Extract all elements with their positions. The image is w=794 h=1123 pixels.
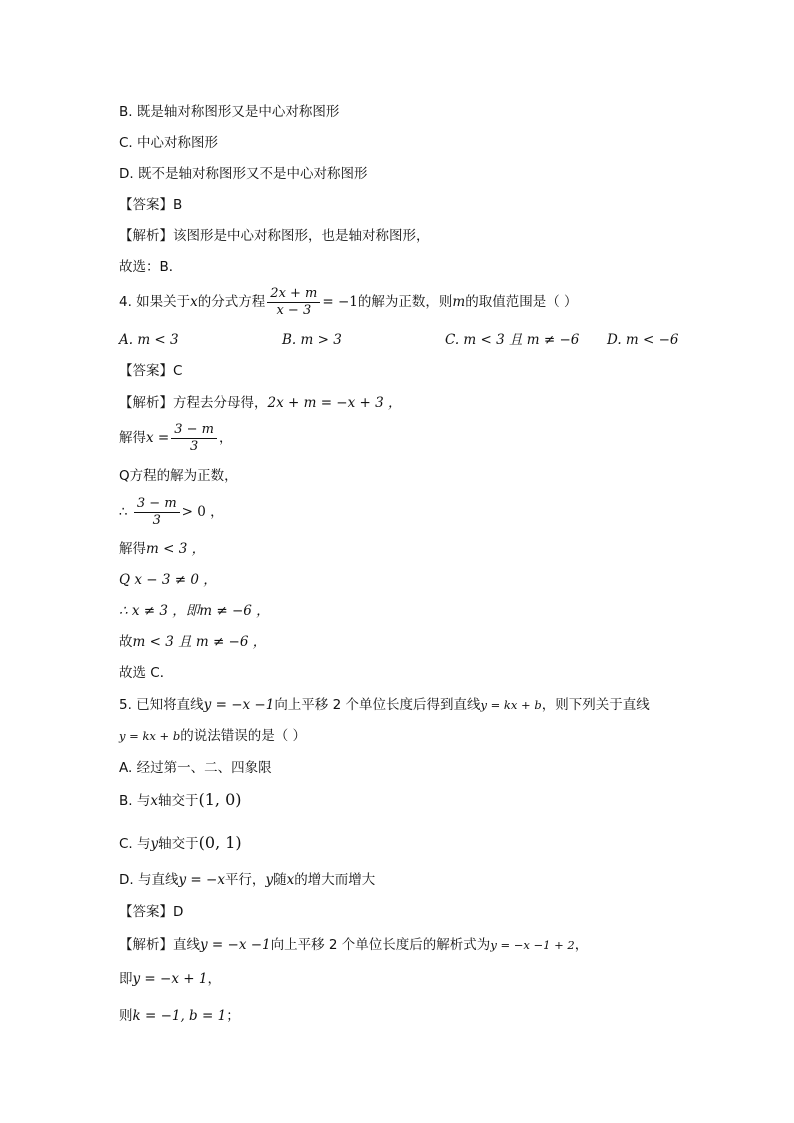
q5-optD-var2: x (286, 872, 295, 888)
q4-sol4-num: 3 − m (134, 496, 180, 513)
q4-sol8-label: 故 (119, 634, 133, 650)
q4-sol4-fraction (134, 496, 180, 529)
question-4 (119, 285, 578, 319)
q5-optD-a: D. 与直线 (119, 872, 179, 888)
q5-l1-eq2: y = kx + b (480, 698, 542, 712)
q4-sol-1 (119, 393, 402, 413)
q5-optB-var: x (150, 793, 158, 809)
q5-optC-var: y (150, 836, 159, 852)
q4-sol1-eq: 2x + m = −x + 3 ， (267, 395, 402, 411)
option-b-prev: B. 既是轴对称图形又是中心对称图形 (119, 104, 340, 120)
q5-l1c: ，则下列关于直线 (541, 697, 650, 713)
q4-mid: 的分式方程 (197, 294, 266, 310)
q5-optC-point: (0, 1) (198, 833, 242, 852)
q5-sol2-eq: y = −x + 1 (132, 971, 208, 987)
q5-sol2-a: 即 (119, 971, 133, 987)
q4-sol5-eq: m < 3 ， (146, 541, 206, 557)
q5-answer: 【答案】D (119, 904, 184, 920)
q5-sol3-eq: k = −1, b = 1 (132, 1008, 227, 1024)
q4-sol1-label: 【解析】方程去分母得， (119, 395, 268, 411)
q4-sol-4 (119, 494, 224, 530)
q5-optC-a: C. 与 (119, 836, 151, 852)
conclusion-prev: 故选：B． (119, 259, 183, 275)
q5-option-d (119, 870, 375, 890)
q4-sol5-label: 解得 (119, 541, 146, 557)
q4-sol2-lhs: x = (146, 430, 170, 446)
q5-l2b: 的说法错误的是（ ） (180, 728, 307, 744)
q5-sol1-eq1: y = −x −1 (200, 937, 271, 953)
q4-option-c: C. m < 3 且 m ≠ −6 (445, 332, 580, 348)
q4-sol2-num: 3 − m (171, 422, 217, 439)
q4-option-a: A. m < 3 (119, 332, 179, 348)
q5-optD-eq: y = −x (178, 872, 225, 888)
q5-l2-eq: y = kx + b (119, 729, 181, 743)
q4-sol4-den: 3 (152, 512, 161, 528)
q4-sol-9: 故选 C． (119, 665, 174, 681)
q4-sol-8 (119, 632, 266, 652)
q4-sol4-pre: ∴ (119, 504, 132, 520)
q4-sol8-eq: m < 3 且 m ≠ −6 ， (132, 634, 267, 650)
q5-optC-b: 轴交于 (158, 836, 199, 852)
q5-sol1-c: ， (574, 937, 589, 953)
q5-optB-a: B. 与 (119, 793, 151, 809)
option-d-prev: D. 既不是轴对称图形又不是中心对称图形 (119, 166, 368, 182)
q5-optD-var1: y (265, 872, 274, 888)
q4-sol2-den: 3 (189, 438, 199, 454)
explanation-prev: 【解析】该图形是中心对称图形，也是轴对称图形， (119, 228, 430, 244)
q5-option-a: A. 经过第一、二、四象限 (119, 760, 272, 776)
q5-sol-1 (119, 935, 588, 955)
q5-optB-b: 轴交于 (157, 793, 199, 809)
q4-suffix2: 的取值范围是（ ） (465, 294, 578, 310)
q4-sol2-fraction (171, 422, 217, 455)
q4-frac-den: x − 3 (276, 302, 312, 318)
q5-sol1-a: 【解析】直线 (119, 937, 200, 953)
q4-var-x: x (190, 294, 198, 310)
q4-option-d: D. m < −6 (607, 332, 679, 348)
q4-sol-3: Q方程的解为正数， (119, 468, 238, 484)
q5-optB-point: (1, 0) (198, 790, 242, 809)
q5-option-c (119, 833, 242, 854)
q5-sol1-eq2: y = −x −1 + 2 (490, 938, 575, 952)
q4-frac-num: 2x + m (267, 286, 320, 303)
q4-var-m: m (452, 294, 466, 310)
q5-sol2-b: ， (207, 971, 221, 987)
q4-sol7-eq: m ≠ −6 ， (199, 603, 270, 619)
q5-sol1-b: 向上平移 2 个单位长度后的解析式为 (270, 937, 491, 953)
q4-answer: 【答案】C (119, 363, 183, 379)
q5-optD-c: 随 (273, 872, 287, 888)
q5-option-b (119, 790, 242, 811)
q4-prefix: 4. 如果关于 (119, 294, 191, 310)
q5-sol-3 (119, 1006, 240, 1026)
q5-l1a: 5. 已知将直线 (119, 697, 204, 713)
q5-sol-2 (119, 969, 221, 989)
q4-sol7-pre: ∴ x ≠ 3 ，即 (119, 603, 200, 619)
q4-sol-2 (119, 420, 232, 456)
q4-eq: = −1 (322, 294, 358, 310)
q5-optD-d: 的增大而增大 (294, 872, 376, 888)
q5-optD-b: 平行， (224, 872, 266, 888)
q5-sol3-b: ； (226, 1008, 240, 1024)
q4-suffix1: 的解为正数，则 (357, 294, 453, 310)
q5-l1-eq1: y = −x −1 (203, 697, 275, 713)
q4-sol-5 (119, 539, 205, 559)
q4-sol2-label: 解得 (119, 430, 146, 446)
q4-sol2-tail: ， (218, 430, 233, 446)
q4-fraction (267, 286, 320, 319)
answer-prev: 【答案】B (119, 197, 183, 213)
q4-sol4-tail: > 0 ， (181, 504, 224, 520)
q4-sol-7 (119, 601, 270, 621)
q5-l1b: 向上平移 2 个单位长度后得到直线 (274, 697, 481, 713)
q4-option-b: B. m > 3 (282, 332, 342, 348)
q4-sol-6: Q x − 3 ≠ 0 ， (119, 572, 217, 588)
option-c-prev: C. 中心对称图形 (119, 135, 219, 151)
question-5-line-1 (119, 695, 650, 715)
q5-sol3-a: 则 (119, 1008, 133, 1024)
question-5-line-2 (119, 726, 306, 746)
